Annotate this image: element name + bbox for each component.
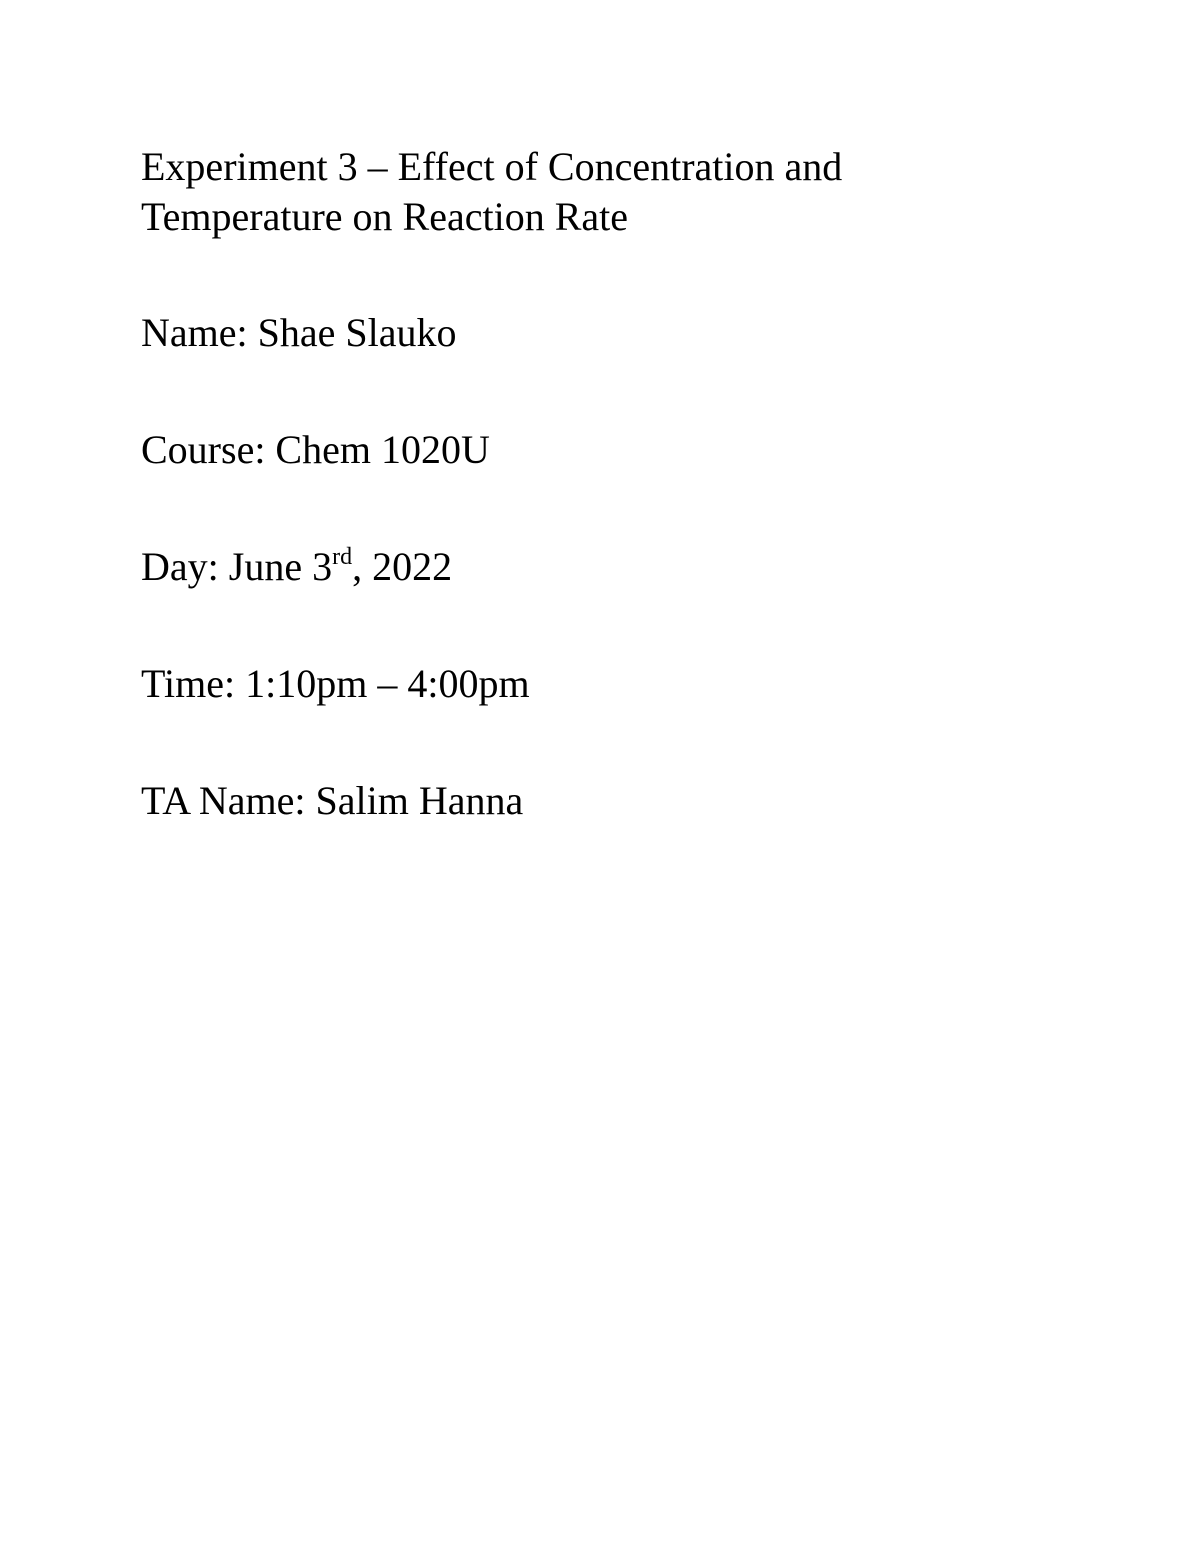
report-title (141, 142, 1041, 242)
report-title-line-2: Temperature on Reaction Rate (141, 194, 628, 239)
lab-date-prefix: Day: June 3 (141, 544, 333, 589)
lab-date-year: , 2022 (352, 544, 453, 589)
course-name: Course: Chem 1020U (141, 427, 490, 472)
report-title-line-1: Experiment 3 – Effect of Concentration and (141, 144, 843, 189)
ta-name: TA Name: Salim Hanna (141, 778, 524, 823)
lab-date (141, 542, 1041, 592)
lab-time: Time: 1:10pm – 4:00pm (141, 661, 530, 706)
lab-date-ordinal: rd (332, 543, 353, 570)
student-name: Name: Shae Slauko (141, 310, 457, 355)
document-content (141, 142, 1041, 826)
